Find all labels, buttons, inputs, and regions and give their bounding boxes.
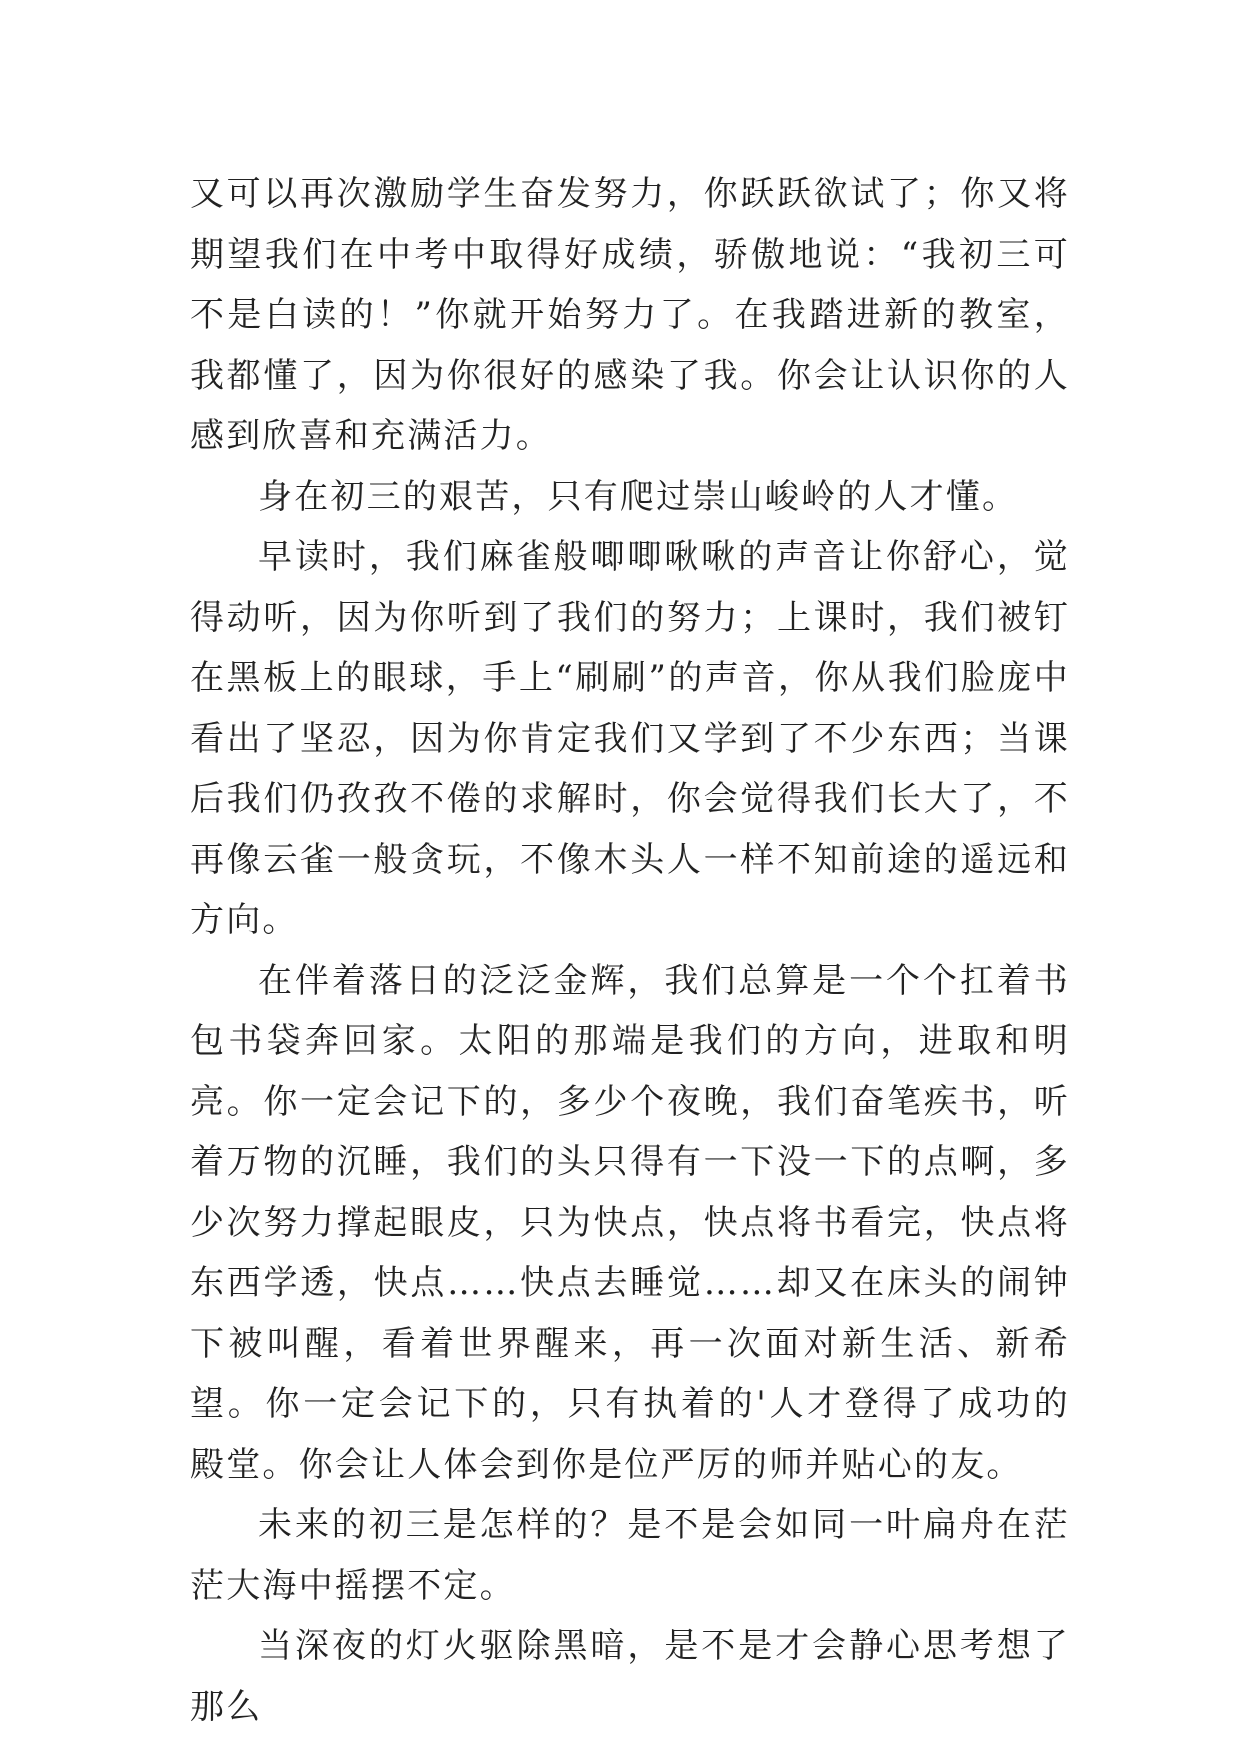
paragraph-1: 又可以再次激励学生奋发努力，你跃跃欲试了；你又将期望我们在中考中取得好成绩，骄傲地说：“我初三可不是白读的！”你就开始努力了。在我踏进新的教室，我都懂了，因为你很好的感染了我。你会让认识你的人感到欣喜和充满活力。: [190, 174, 1070, 456]
paragraph-5: 未来的初三是怎样的？是不是会如同一叶扁舟在茫茫大海中摇摆不定。: [190, 1505, 1070, 1606]
paragraph-4: 在伴着落日的泛泛金辉，我们总算是一个个扛着书包书袋奔回家。太阳的那端是我们的方向，进取和明亮。你一定会记下的，多少个夜晚，我们奋笔疾书，听着万物的沉睡，我们的头只得有一下没一下的点啊，多少次努力撑起眼皮，只为快点，快点将书看完，快点将东西学透，快点……快点去睡觉……却又在床头的闹钟下被叫醒，看着世界醒来，再一次面对新生活、新希望。你一定会记下的，只有执着的'人才登得了成功的殿堂。你会让人体会到你是位严厉的师并贴心的友。: [190, 960, 1070, 1485]
paragraph-6: 当深夜的灯火驱除黑暗，是不是才会静心思考想了那么: [190, 1626, 1070, 1727]
paragraph-2: 身在初三的艰苦，只有爬过崇山峻岭的人才懂。: [258, 476, 1019, 517]
paragraph-3: 早读时，我们麻雀般唧唧啾啾的声音让你舒心，觉得动听，因为你听到了我们的努力；上课时，我们被钉在黑板上的眼球，手上“刷刷”的声音，你从我们脸庞中看出了坚忍，因为你肯定我们又学到了不少东西；当课后我们仍孜孜不倦的求解时，你会觉得我们长大了，不再像云雀一般贪玩，不像木头人一样不知前途的遥远和方向。: [190, 537, 1070, 940]
document-body: [190, 164, 1070, 1737]
